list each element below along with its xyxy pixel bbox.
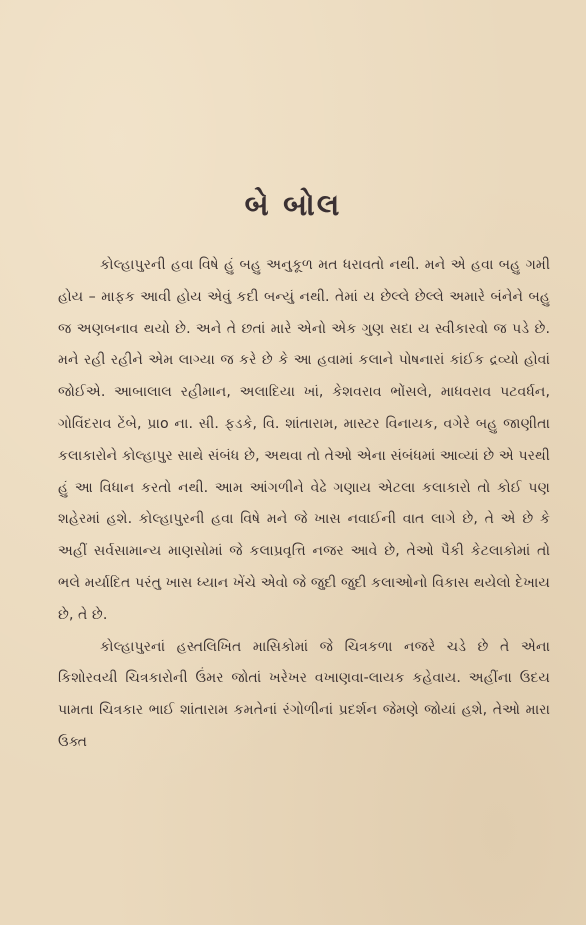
- paragraph-2: કોલ્હાપુરનાં હસ્તલિખિત માસિકોમાં જે ચિત્રકળા નજરે ચડે છે તે એના કિશોરવયી ચિત્રકારોની ઉંમર જોતાં ખરેખર વખાણવા-લાયક કહેવાય. અહીંના ઉદય પામતા ચિત્રકાર ભાઈ શાંતારામ કમતેનાં રંગોળીનાં પ્રદર્શન જેમણે જોયાં હશે, તેઓ મારા ઉક્ત: [58, 638, 550, 750]
- body-text: [58, 250, 550, 759]
- paragraph-1: કોલ્હાપુરની હવા વિષે હું બહુ અનુકૂળ મત ધરાવતો નથી. મને એ હવા બહુ ગમી હોય – માફક આવી હોય એવું કદી બન્યું નથી. તેમાં ય છેલ્લે છેલ્લે અમારે બંનેને બહુ જ અણબનાવ થયો છે. અને તે છતાં મારે એનો એક ગુણ સદા ય સ્વીકારવો જ પડે છે. મને રહી રહીને એમ લાગ્યા જ કરે છે કે આ હવામાં કલાને પોષનારાં કાંઈક દ્રવ્યો હોવાં જોઈએ. આબાલાલ રહીમાન, અલાદિયા ખાં, કેશવરાવ ભોંસલે, માધવરાવ પટવર્ધન, ગોવિંદરાવ ટેંબે, પ્રાo ના. સી. ફડકે, વિ. શાંતારામ, માસ્ટર વિનાયક, વગેરે બહુ જાણીતા કલાકારોને કોલ્હાપુર સાથે સંબંધ છે, અથવા તો તેઓ એના સંબંધમાં આવ્યાં છે એ પરથી હું આ વિધાન કરતો નથી. આમ આંગળીને વેઢે ગણાય એટલા કલાકારો તો કોઈ પણ શહેરમાં હશે. કોલ્હાપુરની હવા વિષે મને જે ખાસ નવાઈની વાત લાગે છે, તે એ છે કે અહીં સર્વસામાન્ય માણસોમાં જે કલાપ્રવૃત્તિ નજર આવે છે, તેઓ પૈકી કેટલાકોમાં તો ભલે મર્યાદિત પરંતુ ખાસ ધ્યાન ખેંચે એવો જે જુદી જુદી કલાઓનો વિકાસ થયેલો દેખાય છે, તે છે.: [58, 257, 550, 623]
- page-heading: બે બોલ: [244, 188, 342, 223]
